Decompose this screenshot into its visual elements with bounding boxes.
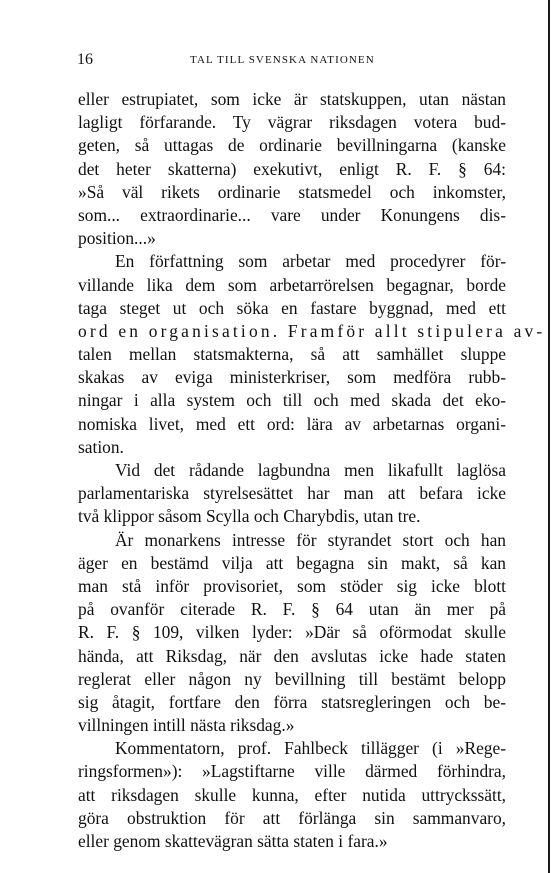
text-line: taga steget ut och söka en fastare byggnad, med ett [78,297,506,318]
text-line: hända, att Riksdag, när den avslutas icke hade staten [78,645,506,666]
text-line: villande lika dem som arbetarrörelsen begagnar, borde [78,274,506,295]
body-text [78,88,546,853]
text-line: det heter skatterna) exekutivt, enligt R. F. § 64: [78,158,506,179]
page-number: 16 [77,51,93,68]
text-line: position...» [78,228,156,249]
text-line: att riksdagen skulle kunna, efter nutida uttryckssätt, [78,784,506,805]
text-line: äger en bestämd vilja att begagna sin makt, så kan [78,552,506,573]
text-line: »Så väl rikets ordinarie statsmedel och inkomster, [78,181,506,202]
text-line: parlamentariska styrelsesättet har man att befara icke [78,483,506,504]
text-line: som... extraordinarie... vare under Konungens dis- [78,204,506,225]
text-line: reglerat eller någon ny bevillning till bestämt belopp [78,668,506,689]
text-line: En författning som arbetar med procedyrer för- [115,251,506,272]
running-title: TAL TILL SVENSKA NATIONEN [190,54,375,66]
text-line: Vid det rådande lagbundna men likafullt laglösa [115,460,506,480]
text-line: Kommentatorn, prof. Fahlbeck tillägger (i »Rege- [115,738,506,759]
text-line: på ovanför citerade R. F. § 64 utan än mer på [78,599,506,620]
text-line: R. F. § 109, vilken lyder: »Där så oförmodat skulle [78,622,506,643]
text-line: Är monarkens intresse för styrandet stort och han [115,529,506,550]
text-line: två klippor såsom Scylla och Charybdis, utan tre. [78,506,421,527]
text-line: sation. [78,436,124,457]
text-line: talen mellan statsmakterna, så att samhället sluppe [78,344,506,365]
text-line: lagligt förfarande. Ty vägrar riksdagen votera bud- [78,112,506,133]
text-line: nomiska livet, med ett ord: lära av arbetarnas organi- [78,413,506,434]
text-line: villningen intill nästa riksdag.» [78,715,295,736]
text-line: göra obstruktion för att förlänga sin sammanvaro, [78,807,506,828]
text-line: ringsformen»): »Lagstiftarne ville därmed förhindra, [78,761,506,782]
text-line: ningar i alla system och till och med skada det eko- [78,390,506,411]
text-line: ord en organisation. Framför allt stipulera av- [78,320,546,341]
page-edge-line [548,0,550,873]
text-line: man stå inför provisoriet, som stöder sig icke blott [78,575,506,596]
text-line: eller genom skattevägran sätta staten i fara.» [78,831,388,851]
text-line: geten, så uttagas de ordinarie bevillningarna (kanske [78,135,506,156]
text-line: eller estrupiatet, som icke är statskuppen, utan nästan [78,89,506,109]
text-line: skakas av eviga ministerkriser, som medföra rubb- [78,367,506,388]
text-line: sig åtagit, fortfare den förra statsregleringen och be- [78,691,506,712]
